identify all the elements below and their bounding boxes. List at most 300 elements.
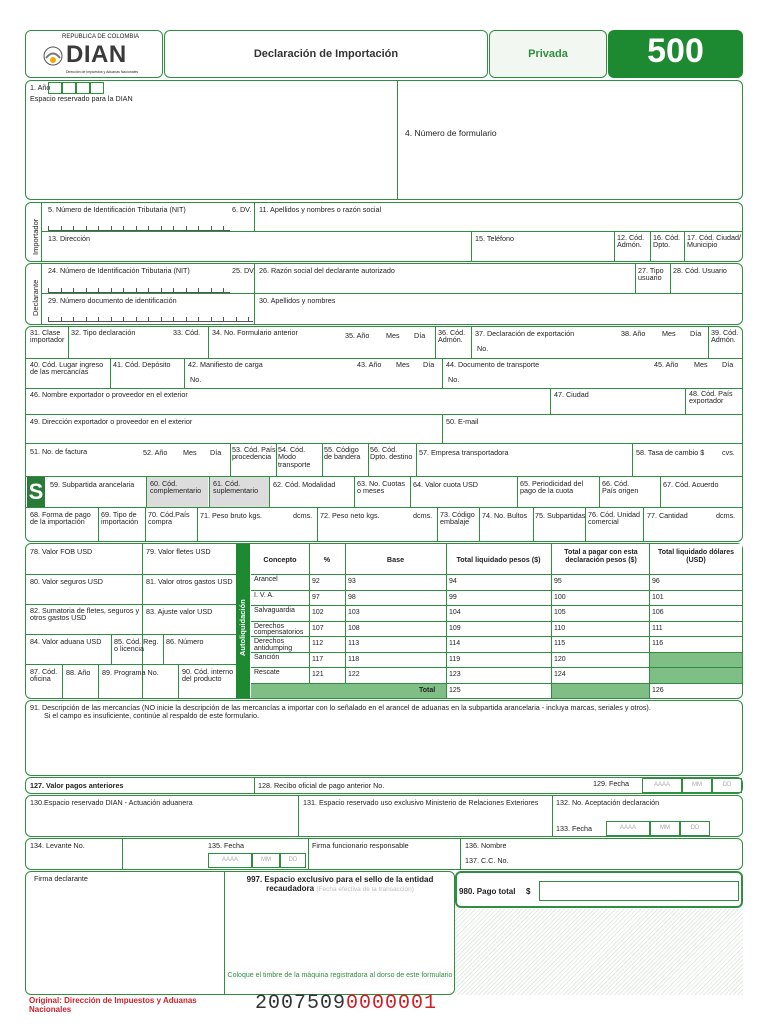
reserved-dian-label: Espacio reservado para la DIAN	[30, 94, 133, 103]
divider	[397, 81, 398, 199]
form-ant-label: 34. No. Formulario anterior	[212, 328, 298, 337]
liq-cell-number: 109	[449, 624, 461, 632]
mes43-label: Mes	[396, 360, 410, 369]
liq-concepto: Salvaguardia	[254, 607, 295, 614]
dcms72-label: dcms.	[413, 511, 433, 520]
liq-concepto: Rescate	[254, 669, 280, 676]
liq-cell-number: 110	[554, 624, 566, 632]
liq-cell-number: 104	[449, 609, 461, 616]
tick-mark	[198, 288, 199, 292]
liq-concepto-cell	[251, 606, 309, 622]
divider	[517, 477, 518, 507]
liq-cell-number: 106	[652, 609, 664, 616]
divider	[41, 293, 743, 294]
levante-section	[25, 838, 743, 870]
ciudad-label: 47. Ciudad	[554, 390, 589, 399]
tick-mark	[148, 288, 149, 292]
tick-mark	[48, 226, 49, 230]
otros-label: 81. Valor otros gastos USD	[146, 577, 233, 586]
tipo-imp-label: 69. Tipo de importación	[101, 510, 139, 527]
mes52-label: Mes	[183, 448, 197, 457]
divider	[68, 327, 69, 358]
liq-concepto-cell	[251, 575, 309, 591]
top-section	[25, 80, 743, 200]
tick-mark	[123, 288, 124, 292]
importador-section	[25, 202, 743, 262]
divider	[550, 388, 551, 414]
divider	[471, 231, 472, 261]
firma-section	[25, 871, 455, 995]
modalidad-label: 62. Cód. Modalidad	[273, 480, 336, 489]
manifiesto-label: 42. Manifiesto de carga	[188, 360, 263, 369]
divider	[98, 507, 99, 541]
liq-value-cell[interactable]	[649, 606, 742, 622]
tick-mark	[136, 317, 137, 321]
tick-mark	[236, 317, 237, 321]
serial-number	[255, 992, 437, 1015]
cod-admon-label: 12. Cód. Admón.	[617, 233, 645, 250]
sello-area	[226, 873, 454, 993]
cod-ciudad-label: 17. Cód. Ciudad/ Municipio	[687, 233, 741, 250]
liq-cell-number: 111	[652, 624, 663, 632]
factura-label: 51. No. de factura	[30, 447, 88, 456]
declarante-section	[25, 263, 743, 325]
tick-mark	[111, 317, 112, 321]
total-usd-cell[interactable]	[649, 684, 742, 699]
liq-row	[251, 636, 742, 652]
timbre-note: Coloque el timbre de la máquina registradora al dorso de este formulario	[227, 972, 453, 979]
ano38-label: 38. Año	[621, 329, 646, 338]
divider	[460, 839, 461, 869]
tick-mark	[186, 288, 187, 292]
divider	[649, 544, 650, 574]
divider	[708, 327, 709, 358]
divider	[684, 231, 685, 261]
modo-label: 54. Cód. Modo transporte	[278, 445, 311, 469]
divider	[614, 231, 615, 261]
dir-export-label: 49. Dirección exportador o proveedor en el exterior	[30, 417, 193, 426]
licencia-label: 85. Cód. Reg. o licencia	[114, 637, 159, 654]
recibo-label: 128. Recibo oficial de pago anterior No.	[258, 781, 385, 790]
num-doc-input[interactable]	[48, 318, 253, 322]
liq-value-cell[interactable]	[446, 622, 551, 638]
divider	[354, 477, 355, 507]
logo-box	[25, 30, 163, 78]
divider	[298, 796, 299, 836]
pais-proc-label: 53. Cód. País procedencia	[232, 445, 276, 462]
liq-value-cell[interactable]	[345, 622, 446, 638]
empresa-label: 57. Empresa transportadora	[419, 448, 509, 457]
cod-admon39-label: 39. Cód. Admón.	[711, 328, 739, 345]
unidad-label: 76. Cód. Unidad comercial	[588, 510, 640, 527]
liq-header	[251, 544, 742, 574]
liq-rows	[251, 574, 742, 698]
tick-mark	[148, 226, 149, 230]
divider	[552, 796, 553, 836]
liq-cell-number: 123	[449, 671, 461, 678]
peso-bruto-label: 71. Peso bruto kgs.	[200, 511, 262, 520]
dia35-label: Día	[414, 331, 426, 340]
total-pagar-shade	[551, 684, 649, 699]
form-title: Declaración de Importación	[253, 48, 399, 60]
total-c5: 126	[652, 686, 664, 694]
liq-concepto: Arancel	[254, 576, 278, 583]
liq-concepto-cell	[251, 591, 309, 607]
liq-cell-number: 99	[449, 593, 457, 601]
tick-mark	[161, 288, 162, 292]
h-concepto: Concepto	[263, 555, 297, 564]
telefono-label: 15. Teléfono	[475, 234, 515, 243]
divider	[122, 839, 123, 869]
fecha129-aaaa[interactable]: AAAA	[642, 778, 682, 793]
ano-digit-2[interactable]	[62, 82, 76, 94]
liq-value-cell[interactable]	[446, 653, 551, 669]
mes45-label: Mes	[694, 360, 708, 369]
dcms77-label: dcms.	[716, 511, 736, 520]
dcms71-label: dcms.	[293, 511, 313, 520]
divider	[670, 264, 671, 293]
liq-cell-number: 96	[652, 578, 660, 585]
fecha133-mm[interactable]: MM	[650, 821, 680, 836]
form	[25, 30, 743, 1015]
tick-mark	[73, 226, 74, 230]
tasa-label: 58. Tasa de cambio $	[636, 448, 705, 457]
ano52-label: 52. Año	[143, 448, 168, 457]
dpto-label: 56. Cód. Dpto. destino	[370, 445, 413, 462]
tick-mark	[211, 317, 212, 321]
tick-mark	[173, 226, 174, 230]
divider	[533, 507, 534, 541]
liq-value-cell[interactable]	[649, 653, 742, 669]
ano-digit-4[interactable]	[90, 82, 104, 94]
apellidos-label: 11. Apellidos y nombres o razón social	[259, 205, 382, 214]
divider	[163, 634, 164, 664]
security-pattern	[455, 909, 743, 995]
fecha135-dd[interactable]: DD	[280, 853, 306, 868]
tick-mark	[186, 317, 187, 321]
liq-cell-number: 103	[348, 609, 360, 616]
liq-value-cell[interactable]	[446, 591, 551, 607]
tick-mark	[211, 288, 212, 292]
liq-cell-number: 102	[312, 609, 324, 616]
serial-red: 0000001	[346, 992, 438, 1015]
ano-digit-1[interactable]	[48, 82, 62, 94]
dia52-label: Día	[210, 448, 222, 457]
tick-mark	[161, 317, 162, 321]
liq-value-cell[interactable]	[551, 622, 649, 638]
numero-label: 86. Número	[166, 637, 204, 646]
autoliq-side-label: Autoliquidación	[238, 599, 247, 656]
liq-value-cell[interactable]	[446, 637, 551, 653]
liq-value-cell[interactable]	[551, 668, 649, 684]
liq-value-cell[interactable]	[551, 591, 649, 607]
fecha129-mm[interactable]: MM	[682, 778, 712, 793]
tick-mark	[198, 317, 199, 321]
liq-cell-number: 94	[449, 578, 457, 585]
liq-row	[251, 605, 742, 621]
tick-mark	[111, 226, 112, 230]
tick-mark	[98, 317, 99, 321]
tick-mark	[98, 288, 99, 292]
liq-cell-number: 98	[348, 593, 356, 601]
liq-value-cell[interactable]	[345, 668, 446, 684]
liq-cell-number: 114	[449, 640, 461, 647]
sello-title	[226, 875, 454, 894]
divider	[230, 443, 231, 476]
divider	[110, 358, 111, 388]
h-total-pesos: Total liquidado pesos ($)	[456, 555, 541, 564]
cantidad-label: 77. Cantidad	[647, 511, 688, 520]
ano35-label: 35. Año	[345, 331, 370, 340]
num-doc-label: 29. Número documento de identificación	[48, 296, 177, 305]
fecha133-aaaa[interactable]: AAAA	[606, 821, 650, 836]
liq-concepto: I. V. A.	[254, 591, 274, 599]
privacy-label: Privada	[528, 48, 568, 60]
tick-mark	[161, 226, 162, 230]
divider	[442, 414, 443, 443]
liq-cell-number: 119	[449, 655, 461, 663]
tick-mark	[136, 226, 137, 230]
liq-value-cell[interactable]	[309, 591, 345, 607]
acuerdo-label: 67. Cód. Acuerdo	[663, 480, 719, 489]
liq-value-cell[interactable]	[309, 653, 345, 669]
ano43-label: 43. Año	[357, 360, 382, 369]
reserved-mre-label: 131. Espacio reservado uso exclusivo Ministerio de Relaciones Exteriores	[303, 798, 539, 807]
divider	[41, 231, 743, 232]
subpartidas-label: 75. Subpartidas	[535, 511, 586, 520]
fecha135-mm[interactable]: MM	[252, 853, 280, 868]
tick-mark	[86, 226, 87, 230]
lugar-label: 40. Cód. Lugar ingreso de las mercancías	[30, 360, 104, 377]
values-section	[25, 543, 743, 699]
liq-cell-number: 120	[554, 655, 566, 663]
tick-mark	[61, 317, 62, 321]
divider	[26, 634, 236, 635]
divider	[224, 872, 225, 994]
fecha129-dd[interactable]: DD	[712, 778, 742, 793]
liq-cell-number: 97	[312, 593, 320, 601]
tick-mark	[48, 288, 49, 292]
tick-mark	[186, 226, 187, 230]
liq-value-cell[interactable]	[345, 637, 446, 653]
cod-admon36-label: 36. Cód. Admón.	[438, 328, 466, 345]
currency-label: $	[526, 887, 531, 896]
clase-label: 31. Clase importador	[30, 328, 65, 345]
seguros-label: 80. Valor seguros USD	[30, 577, 103, 586]
num-formulario-label: 4. Número de formulario	[405, 128, 497, 138]
liq-value-cell[interactable]	[551, 606, 649, 622]
liq-cell-number: 115	[554, 640, 566, 647]
tipo-usuario-label: 27. Tipo usuario	[638, 266, 664, 283]
divider	[643, 507, 644, 541]
divider	[317, 507, 318, 541]
divider	[685, 388, 686, 414]
tick-mark	[123, 226, 124, 230]
nombre-label: 136. Nombre	[465, 841, 507, 850]
levante-label: 134. Levante No.	[30, 841, 85, 850]
divider	[322, 443, 323, 476]
tick-mark	[223, 226, 224, 230]
descripcion-input[interactable]	[28, 725, 740, 773]
original-note: Original: Dirección de Impuestos y Aduanas Nacionales	[29, 996, 197, 1014]
liq-value-cell[interactable]	[345, 575, 446, 591]
email-label: 50. E-mail	[446, 417, 479, 426]
total-c3: 125	[449, 686, 461, 694]
liq-value-cell[interactable]	[345, 606, 446, 622]
sumatoria-label: 82. Sumatoria de fletes, seguros y otros gastos USD	[30, 606, 140, 623]
pago-total-input[interactable]	[539, 881, 739, 901]
liq-value-cell[interactable]	[446, 668, 551, 684]
pagos-section	[25, 777, 743, 794]
divider	[26, 358, 742, 359]
h-pct: %	[323, 555, 331, 564]
liq-value-cell[interactable]	[551, 637, 649, 653]
ajuste-label: 83. Ajuste valor USD	[146, 607, 213, 616]
direccion-label: 13. Dirección	[48, 234, 90, 243]
embalaje-label: 73. Código embalaje	[440, 510, 475, 527]
divider	[254, 264, 255, 324]
tick-mark	[198, 226, 199, 230]
liq-row	[251, 574, 742, 590]
h-pagar: Total a pagar con esta declaración pesos ($)	[564, 549, 638, 564]
cod-label: 33. Cód.	[173, 328, 201, 337]
cod-usuario-label: 28. Cód. Usuario	[673, 266, 727, 275]
fecha135-aaaa[interactable]: AAAA	[208, 853, 252, 868]
no37-label: No.	[477, 344, 489, 353]
cod-dpto-label: 16. Cód. Dpto.	[653, 233, 681, 250]
sello-title-text: 997. Espacio exclusivo para el sello de la entidad recaudadora	[246, 875, 434, 893]
divider	[26, 414, 742, 415]
liq-total-row	[251, 683, 742, 699]
liq-cell-number: 117	[312, 655, 324, 663]
liq-concepto-cell	[251, 653, 309, 669]
autoliq-band	[236, 544, 250, 698]
pais-compra-label: 70. Cód.País compra	[148, 510, 190, 527]
liq-value-cell[interactable]	[551, 653, 649, 669]
country: REPUBLICA DE COLOMBIA	[62, 34, 140, 40]
bandera-label: 55. Código de bandera	[324, 445, 361, 462]
divider	[184, 358, 185, 388]
declarante-side-label: Declarante	[31, 279, 40, 316]
complementario-label: 60. Cód. complementario	[150, 479, 202, 496]
liq-value-cell[interactable]	[446, 606, 551, 622]
divider	[410, 477, 411, 507]
divider	[26, 604, 236, 605]
tick-mark	[148, 317, 149, 321]
tick-mark	[86, 288, 87, 292]
fecha133-dd[interactable]: DD	[680, 821, 710, 836]
total-label: Total	[419, 686, 436, 694]
divider	[145, 507, 146, 541]
liq-value-cell[interactable]	[345, 591, 446, 607]
serial-black: 2007509	[255, 992, 347, 1015]
mes35-label: Mes	[386, 331, 400, 340]
tick-mark	[48, 317, 49, 321]
liq-cell-number: 93	[348, 578, 356, 585]
liq-cell-number: 107	[312, 624, 324, 632]
forma-pago-label: 68. Forma de pago de la importación	[30, 510, 91, 527]
liq-value-cell[interactable]	[309, 622, 345, 638]
fecha135-label: 135. Fecha	[208, 841, 244, 850]
liq-value-cell[interactable]	[446, 575, 551, 591]
liq-concepto: Sanción	[254, 653, 280, 661]
tick-mark	[98, 226, 99, 230]
total-shade	[251, 684, 446, 699]
divider	[471, 327, 472, 358]
divider	[368, 443, 369, 476]
pago-total-box	[455, 871, 743, 908]
liq-row	[251, 621, 742, 637]
liq-value-cell[interactable]	[309, 575, 345, 591]
divider	[585, 507, 586, 541]
mes38-label: Mes	[662, 329, 676, 338]
liq-cell-number: 112	[312, 640, 324, 647]
liq-value-cell[interactable]	[309, 606, 345, 622]
pagos-anteriores-label: 127. Valor pagos anteriores	[30, 781, 124, 790]
suplementario-label: 61. Cód. suplementario	[213, 479, 259, 496]
liq-cell-number: 124	[554, 671, 566, 678]
liq-value-cell[interactable]	[649, 622, 742, 638]
total-pesos-cell[interactable]	[446, 684, 551, 699]
liq-value-cell[interactable]	[309, 637, 345, 653]
tick-mark	[136, 288, 137, 292]
liq-concepto: Derechos antidumping	[254, 638, 293, 652]
fletes-label: 79. Valor fletes USD	[146, 547, 211, 556]
liq-value-cell[interactable]	[551, 575, 649, 591]
ano-digit-3[interactable]	[76, 82, 90, 94]
liq-value-cell[interactable]	[649, 668, 742, 684]
descripcion-section	[25, 700, 743, 776]
tick-mark	[248, 317, 249, 321]
liq-value-cell[interactable]	[649, 575, 742, 591]
liq-cell-number: 122	[348, 671, 360, 678]
divider	[26, 388, 742, 389]
divider	[62, 664, 63, 698]
pais-origen-label: 66. Cód. País origen	[602, 479, 639, 496]
divider	[437, 507, 438, 541]
tick-mark	[73, 317, 74, 321]
divider	[26, 507, 742, 508]
divider	[435, 327, 436, 358]
liq-concepto-cell	[251, 668, 309, 684]
divider	[442, 358, 443, 388]
ano-label: 1. Año	[30, 83, 51, 92]
liq-value-cell[interactable]	[649, 637, 742, 653]
divider	[632, 443, 633, 476]
firma-decl-label: Firma declarante	[34, 874, 88, 883]
pais-export-label: 48. Cód. País exportador	[689, 389, 733, 406]
divider	[479, 507, 480, 541]
divider	[635, 264, 636, 293]
cc-label: 137. C.C. No.	[465, 856, 509, 865]
divider	[254, 778, 255, 793]
liq-value-cell[interactable]	[649, 591, 742, 607]
liq-value-cell[interactable]	[345, 653, 446, 669]
liq-cell-number: 101	[652, 593, 664, 601]
sello-sub: (Fecha efectiva de la transacción)	[316, 886, 414, 893]
details-section	[25, 326, 743, 542]
descripcion-label-2: Si el campo es insuficiente, continúe al respaldo de este formulario.	[44, 711, 259, 720]
descripcion-label: 91. Descripción de las mercancías (NO inicie la descripción de las mercancías a importar con lo señalado en el arancel de aduanas en la subpartida arancelaria - incluya marcas, seriales y otros).	[30, 703, 651, 712]
liq-value-cell[interactable]	[309, 668, 345, 684]
divider	[276, 443, 277, 476]
divider	[650, 231, 651, 261]
tick-mark	[223, 317, 224, 321]
reserved-section	[25, 795, 743, 837]
tick-mark	[111, 288, 112, 292]
dv-label: 6. DV.	[232, 205, 252, 214]
interno-label: 90. Cód. interno del producto	[182, 667, 234, 684]
